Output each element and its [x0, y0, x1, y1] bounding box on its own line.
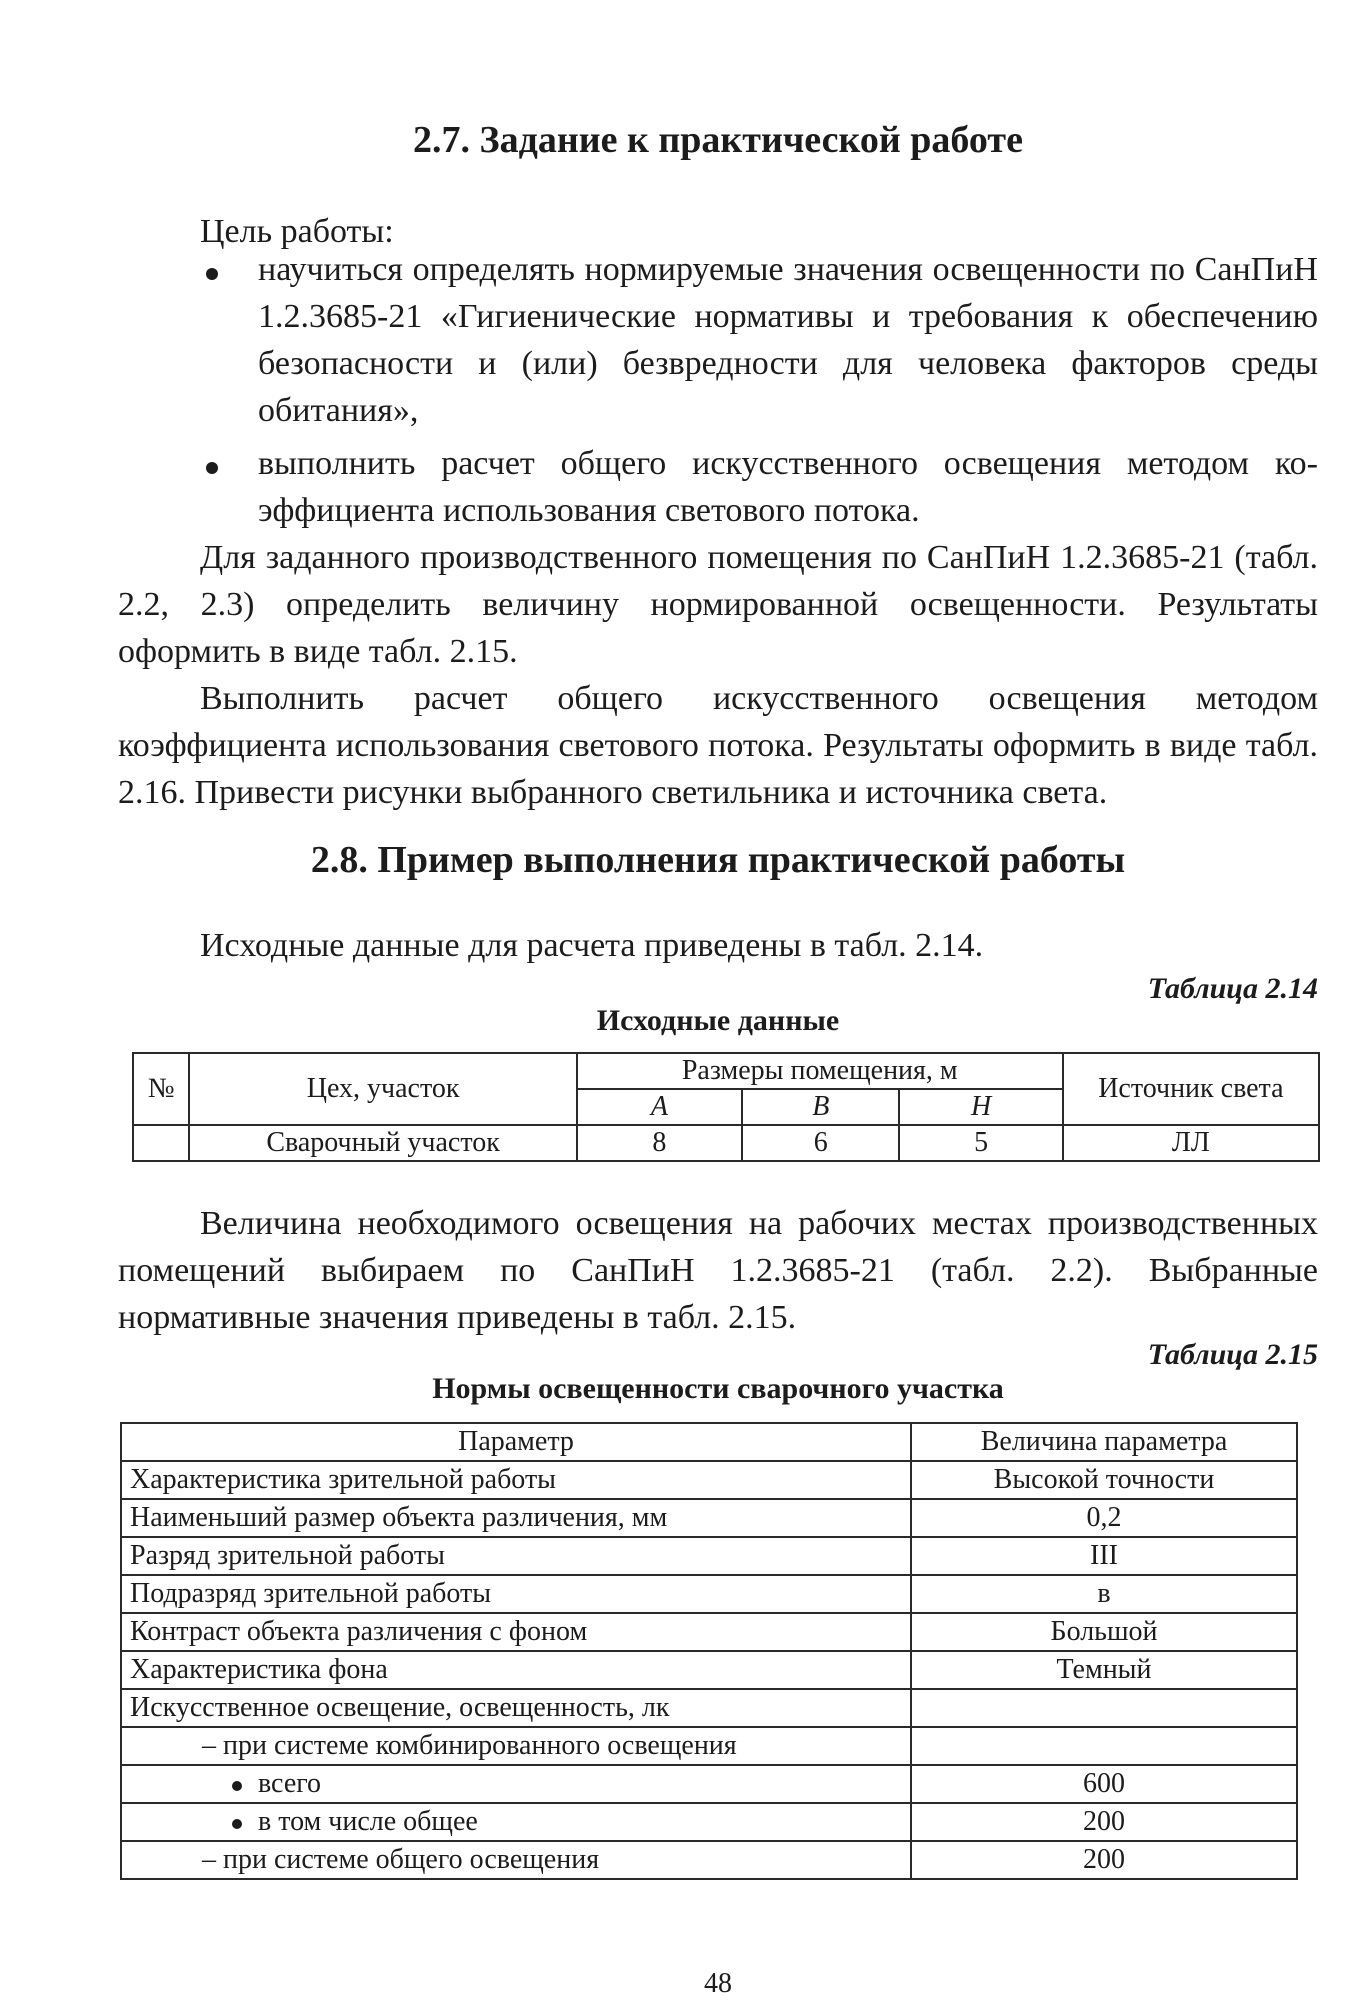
col-header-b: B	[742, 1089, 899, 1125]
table-row	[121, 1841, 1297, 1879]
cell-parameter: Разряд зрительной работы	[121, 1537, 911, 1575]
table-row	[121, 1499, 1297, 1537]
cell-parameter: Характеристика зрительной работы	[121, 1461, 911, 1499]
col-header-a: A	[577, 1089, 742, 1125]
table-row	[121, 1765, 1297, 1803]
page-number: 48	[704, 1968, 732, 1999]
cell-parameter: Наименьший размер объекта различения, мм	[121, 1499, 911, 1537]
document-page	[118, 0, 1318, 2000]
col-header-h: H	[899, 1089, 1062, 1125]
cell-value: Большой	[911, 1613, 1297, 1651]
table-2-15-title: Нормы освещенности сварочного участка	[432, 1372, 1004, 1405]
task-paragraph-1: Для заданного производственного помещения по СанПиН 1.2.3685-21 (табл. 2.2, 2.3) определить величину нормированной освещенности. Результаты оформить в виде табл. 2.15.	[118, 539, 1318, 670]
task-paragraph-2: Выполнить расчет общего искусственного освещения методом коэффициента использования светового потока. Результаты оформить в виде табл. 2.16. Привести рисунки выбранного светильника и источника света.	[118, 680, 1318, 811]
table-row	[121, 1537, 1297, 1575]
cell-value: III	[911, 1537, 1297, 1575]
table-row	[121, 1461, 1297, 1499]
cell-value: 0,2	[911, 1499, 1297, 1537]
bullet-icon	[232, 1781, 242, 1791]
col-header-parameter: Параметр	[121, 1423, 911, 1461]
table-2-15	[120, 1422, 1298, 1880]
intro-paragraph: Исходные данные для расчета приведены в табл. 2.14.	[200, 927, 984, 964]
cell-value	[911, 1689, 1297, 1727]
cell-value: 600	[911, 1765, 1297, 1803]
cell-value: в	[911, 1575, 1297, 1613]
table-row	[121, 1727, 1297, 1765]
col-header-light-source: Источник света	[1063, 1053, 1319, 1125]
section-heading-2-7: 2.7. Задание к практической работе	[413, 119, 1023, 161]
col-header-number: №	[133, 1053, 189, 1125]
cell-b: 6	[742, 1125, 899, 1161]
cell-h: 5	[899, 1125, 1062, 1161]
col-header-value: Величина параметра	[911, 1423, 1297, 1461]
table-row	[121, 1651, 1297, 1689]
table-2-14	[132, 1052, 1320, 1162]
cell-parameter: – при системе общего освещения	[121, 1841, 911, 1879]
cell-value	[911, 1727, 1297, 1765]
table-2-14-title: Исходные данные	[596, 1004, 840, 1037]
cell-parameter: всего	[121, 1765, 911, 1803]
cell-parameter: Характеристика фона	[121, 1651, 911, 1689]
cell-parameter: Контраст объекта различения с фоном	[121, 1613, 911, 1651]
goal-bullet-2: выполнить расчет общего искусственного освещения методом ко-эффициента использования светового потока.	[258, 445, 1318, 529]
goal-label: Цель работы:	[200, 213, 394, 250]
col-header-dimensions: Размеры помещения, м	[577, 1053, 1063, 1089]
cell-number	[133, 1125, 189, 1161]
bullet-icon	[232, 1819, 242, 1829]
table-2-14-label: Таблица 2.14	[1147, 972, 1318, 1005]
table-row	[121, 1613, 1297, 1651]
table-2-15-label: Таблица 2.15	[1147, 1338, 1318, 1371]
cell-parameter: Подразряд зрительной работы	[121, 1575, 911, 1613]
col-header-shop: Цех, участок	[189, 1053, 576, 1125]
cell-parameter: Искусственное освещение, освещенность, лк	[121, 1689, 911, 1727]
cell-value: 200	[911, 1803, 1297, 1841]
table-row	[133, 1125, 1319, 1161]
cell-light-source: ЛЛ	[1063, 1125, 1319, 1161]
cell-a: 8	[577, 1125, 742, 1161]
cell-value: Высокой точности	[911, 1461, 1297, 1499]
table-row	[121, 1575, 1297, 1613]
cell-value: 200	[911, 1841, 1297, 1879]
table-row	[121, 1803, 1297, 1841]
cell-parameter: – при системе комбинированного освещения	[121, 1727, 911, 1765]
table-row	[121, 1689, 1297, 1727]
cell-shop: Сварочный участок	[189, 1125, 576, 1161]
goal-bullet-1: научиться определять нормируемые значения освещенности по СанПиН 1.2.3685-21 «Гигиенические нормативы и требования к обеспечению безопасности и (или) безвредности для человека факторов среды обитания»,	[258, 251, 1318, 429]
norms-paragraph: Величина необходимого освещения на рабочих местах производственных помещений выбираем по СанПиН 1.2.3685-21 (табл. 2.2). Выбранные нормативные значения приведены в табл. 2.15.	[118, 1205, 1318, 1336]
cell-parameter: в том числе общее	[121, 1803, 911, 1841]
section-heading-2-8: 2.8. Пример выполнения практической работы	[310, 839, 1126, 881]
cell-value: Темный	[911, 1651, 1297, 1689]
